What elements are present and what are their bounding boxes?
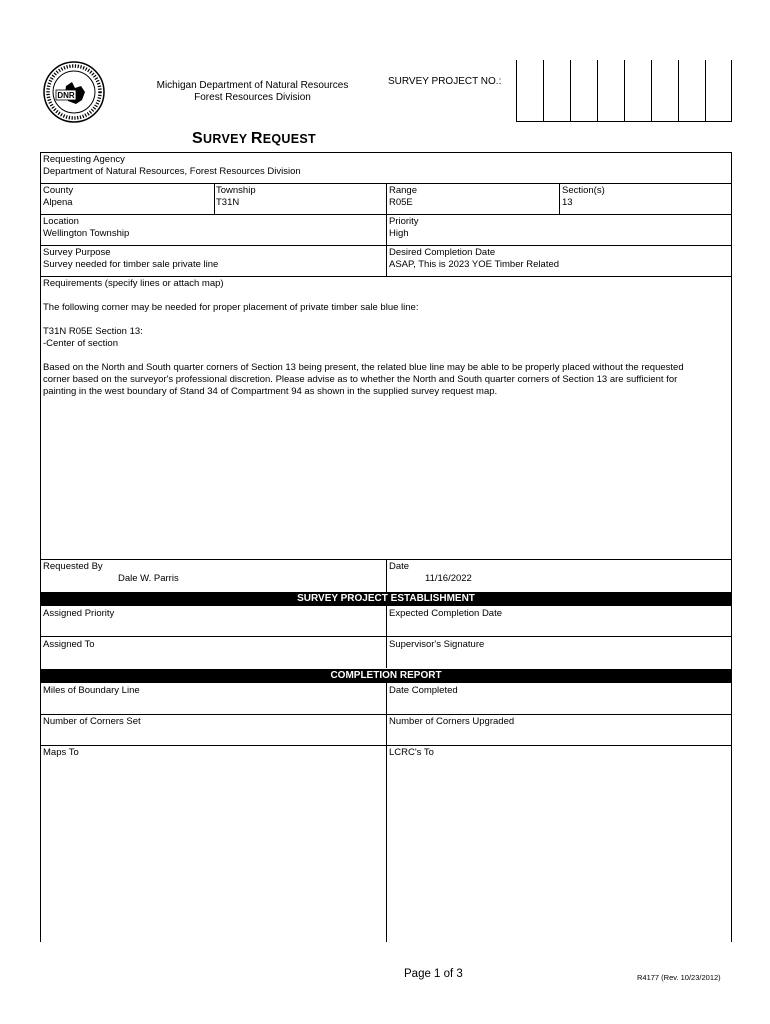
requirements-paragraph: T31N R05E Section 13: [43,326,143,337]
requirements-paragraph: Based on the North and South quarter corners of Section 13 being present, the related blue line may be able to be properly placed without the requested [43,362,684,373]
township-field[interactable]: T31N [216,197,240,208]
date-label: Date [389,561,410,572]
requirements-paragraph: corner based on the surveyor's professional discretion. Please advise as to whether the North and South quarter corners of Section 13 are sufficient for [43,374,678,385]
agency-header [135,80,370,104]
rule [40,276,732,277]
col-divider [386,606,387,668]
col-divider [559,183,560,214]
project-no-divider [651,60,652,121]
assigned-to-label: Assigned To [43,639,95,650]
assigned-priority-label: Assigned Priority [43,608,115,619]
lcrc-to-label: LCRC's To [389,747,434,758]
project-no-divider [543,60,544,121]
requesting-agency-field[interactable]: Department of Natural Resources, Forest Resources Division [43,166,301,177]
maps-to-label: Maps To [43,747,79,758]
section-band-establishment: SURVEY PROJECT ESTABLISHMENT [40,592,732,606]
date-field[interactable]: 11/16/2022 [425,573,472,584]
requested-by-label: Requested By [43,561,103,572]
project-no-boxes[interactable] [516,60,732,122]
requirements-paragraph: -Center of section [43,338,118,349]
range-field[interactable]: R05E [389,197,413,208]
county-label: County [43,185,74,196]
requirements-label: Requirements (specify lines or attach map) [43,278,224,289]
page-number: Page 1 of 3 [404,968,463,980]
form-id: R4177 (Rev. 10/23/2012) [637,973,721,982]
agency-line-1: Michigan Department of Natural Resources [156,80,349,91]
project-no-label: SURVEY PROJECT NO.: [388,76,502,87]
priority-label: Priority [389,216,419,227]
col-divider [386,183,387,276]
requirements-paragraph: The following corner may be needed for proper placement of private timber sale blue line: [43,302,419,313]
project-no-divider [705,60,706,121]
section-band-completion: COMPLETION REPORT [40,669,732,683]
survey-purpose-label: Survey Purpose [43,247,111,258]
project-no-divider [678,60,679,121]
county-field[interactable]: Alpena [43,197,73,208]
supervisor-signature-label: Supervisor's Signature [389,639,485,650]
project-no-divider [570,60,571,121]
logo-text: DNR [57,91,75,100]
location-field[interactable]: Wellington Township [43,228,130,239]
desired-date-label: Desired Completion Date [389,247,496,258]
priority-field[interactable]: High [389,228,409,239]
date-completed-label: Date Completed [389,685,458,696]
corners-upgraded-label: Number of Corners Upgraded [389,716,515,727]
col-divider [214,183,215,214]
miles-boundary-label: Miles of Boundary Line [43,685,140,696]
expected-date-label: Expected Completion Date [389,608,503,619]
requirements-paragraph: painting in the west boundary of Stand 34 of Compartment 94 as shown in the supplied survey request map. [43,386,498,397]
township-label: Township [216,185,256,196]
corners-set-label: Number of Corners Set [43,716,141,727]
project-no-divider [624,60,625,121]
page-title: SURVEY REQUEST [192,130,316,147]
requesting-agency-label: Requesting Agency [43,154,125,165]
location-label: Location [43,216,79,227]
requested-by-field[interactable]: Dale W. Parris [118,573,179,584]
sections-field[interactable]: 13 [562,197,573,208]
sections-label: Section(s) [562,185,605,196]
range-label: Range [389,185,417,196]
rule [40,152,732,153]
col-divider [386,559,387,592]
project-no-divider [597,60,598,121]
dnr-logo [42,60,106,124]
desired-date-field[interactable]: ASAP, This is 2023 YOE Timber Related [389,259,560,270]
survey-purpose-field[interactable]: Survey needed for timber sale private line [43,259,219,270]
agency-line-2: Forest Resources Division [194,92,311,103]
col-divider [386,683,387,942]
requirements-text[interactable] [43,302,728,398]
